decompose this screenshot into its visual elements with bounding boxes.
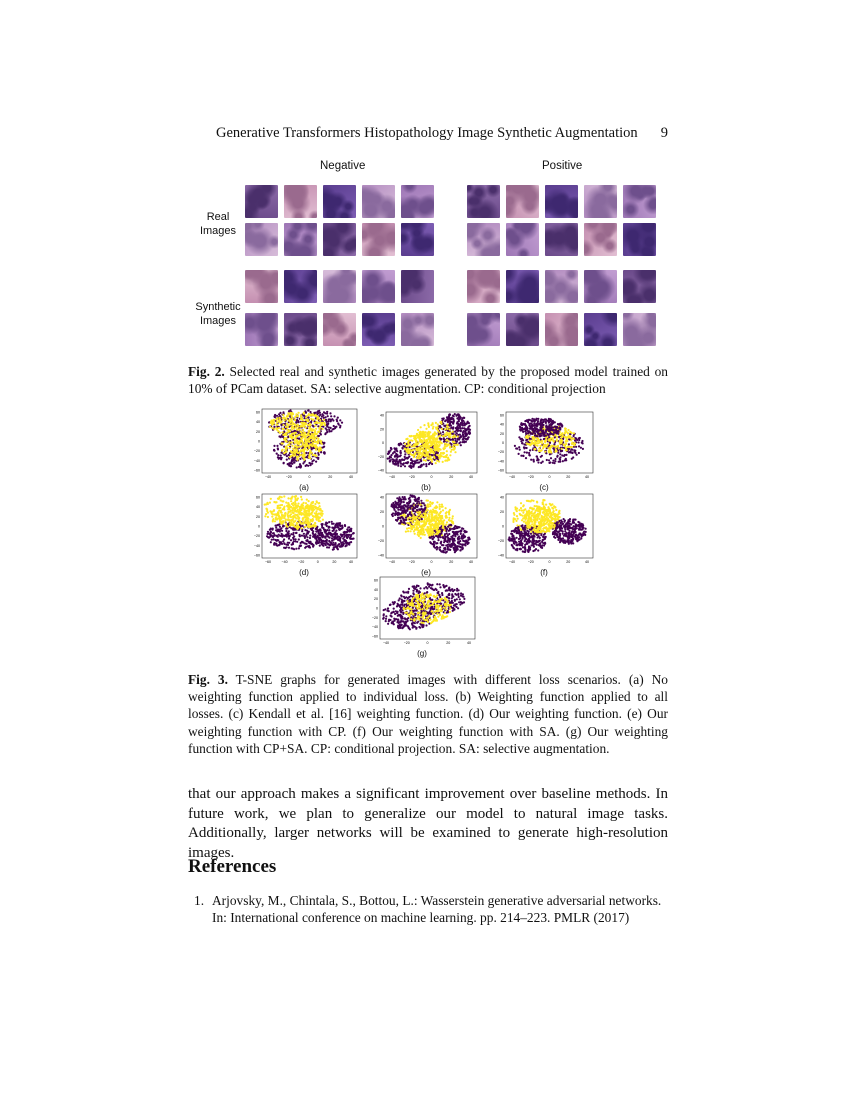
histology-image-tile [545,313,578,346]
x-tick-label: −20 [298,560,305,564]
y-tick-label: 0 [382,524,384,529]
x-tick-label: 40 [585,475,589,479]
tsne-scatter-plot [372,490,480,570]
histology-image-tile [362,313,395,346]
y-tick-label: 20 [380,510,384,514]
tsne-panel [372,490,480,580]
histology-image-tile [506,313,539,346]
panel-label: (g) [417,649,427,658]
histology-image-tile [284,223,317,256]
histology-image-tile [362,223,395,256]
y-tick-label: 40 [500,422,504,427]
y-tick-label: 20 [374,597,378,602]
y-tick-label: 20 [500,431,504,436]
y-tick-label: 40 [380,495,384,500]
histology-image-tile [623,313,656,346]
x-tick-label: 40 [349,560,353,564]
y-tick-label: 60 [256,410,260,415]
y-tick-label: 40 [500,495,504,500]
y-tick-label: −60 [371,634,378,639]
x-tick-label: −20 [408,560,415,564]
y-tick-label: 0 [382,441,384,445]
y-tick-label: −60 [253,468,260,473]
y-tick-label: −40 [253,543,260,548]
y-tick-label: 0 [258,524,260,529]
tsne-scatter-plot [492,408,596,485]
x-tick-label: 20 [449,475,454,479]
histology-image-tile [245,185,278,218]
tsne-scatter-plot [372,408,480,485]
y-tick-label: −60 [253,553,260,558]
y-tick-label: 60 [374,578,378,583]
x-tick-label: −40 [508,475,516,479]
histology-image-tile [362,270,395,303]
histology-image-tile [584,185,617,218]
x-tick-label: 40 [349,475,353,479]
histology-image-tile [584,313,617,346]
histology-image-tile [467,185,500,218]
histology-image-tile [467,270,500,303]
y-tick-label: −20 [253,449,260,454]
histology-image-tile [323,223,356,256]
panel-label: (d) [299,568,309,577]
body-paragraph: that our approach makes a significant improvement over baseline methods. In future work, we plan to generalize our model to natural image tasks. Additionally, larger networks will be examined to generate high-resolution images. [188,786,668,861]
row-label-synthetic: Synthetic Images [195,301,241,327]
page-number: 9 [660,125,668,141]
tsne-panel [248,405,360,495]
histology-image-tile [323,313,356,346]
y-tick-label: −40 [497,553,504,558]
histology-image-tile [467,223,500,256]
x-tick-label: 20 [449,560,454,564]
histology-image-tile [284,185,317,218]
x-tick-label: 40 [585,560,589,564]
figure-3-caption: Fig. 3. T-SNE graphs for generated images with different loss scenarios. (a) No weighting function applied to individual loss. (b) Weighting function applied to all losses. (c) Kendall et al. [16] weighting function. (d) Our weighting function. (e) Our weighting function with CP. (f) Our weighting function with SA. (g) Our weighting function with CP+SA. CP: conditional projection. SA: selective augmentation. [188,672,668,756]
y-tick-label: −20 [253,534,260,539]
histology-image-tile [284,270,317,303]
x-tick-label: 0 [308,475,311,479]
x-tick-label: 40 [467,641,471,645]
y-tick-label: −20 [371,615,378,620]
histology-image-tile [545,270,578,303]
x-tick-label: 40 [469,560,473,564]
x-tick-label: −40 [281,560,288,564]
panel-label: (a) [299,483,309,492]
x-tick-label: −40 [388,475,396,479]
y-tick-label: 60 [256,495,260,500]
x-tick-label: −60 [264,560,272,564]
y-tick-label: 0 [502,441,504,445]
references-heading: References [188,856,277,877]
x-tick-label: 20 [328,475,333,479]
histology-image-tile [401,313,434,346]
x-tick-label: −40 [382,641,390,645]
figure-2 [188,158,668,358]
y-tick-label: 0 [258,439,260,444]
x-tick-label: −40 [388,560,396,564]
x-tick-label: 0 [548,560,551,564]
y-tick-label: −40 [371,625,378,630]
x-tick-label: 20 [446,641,451,645]
histology-image-tile [245,313,278,346]
histology-image-tile [323,270,356,303]
histology-image-tile [506,223,539,256]
histology-image-tile [362,185,395,218]
y-tick-label: −20 [377,454,384,459]
tsne-panel [492,408,596,495]
histology-image-tile [623,270,656,303]
reference-text: Arjovsky, M., Chintala, S., Bottou, L.: Wasserstein generative adversarial networks. In: International conference on machine learning. pp. 214–223. PMLR (2017) [212,893,662,925]
histology-image-tile [545,223,578,256]
x-tick-label: −20 [285,475,292,479]
histology-image-tile [584,270,617,303]
x-tick-label: −20 [408,475,415,479]
y-tick-label: 60 [500,413,504,418]
x-tick-label: −20 [403,641,410,645]
x-tick-label: 20 [566,560,571,564]
histology-image-tile [506,270,539,303]
tsne-scatter-plot [248,490,360,570]
y-tick-label: 20 [380,427,384,432]
histology-image-tile [623,185,656,218]
y-tick-label: −20 [497,450,504,455]
tsne-panel [492,490,596,580]
x-tick-label: 0 [548,475,551,479]
y-tick-label: −40 [377,468,384,473]
x-tick-label: −20 [527,560,534,564]
y-tick-label: −60 [497,468,504,473]
histology-image-tile [623,223,656,256]
y-tick-label: 40 [380,413,384,418]
y-tick-label: 0 [376,606,378,611]
running-title: Generative Transformers Histopathology Image Synthetic Augmentation [216,125,638,141]
y-tick-label: 40 [256,505,260,510]
column-header-negative: Negative [320,160,366,172]
tsne-panel [372,408,480,495]
tsne-scatter-plot [366,573,478,651]
x-tick-label: −40 [508,560,516,564]
histology-image-tile [323,185,356,218]
x-tick-label: 0 [430,475,433,479]
histology-image-tile [467,313,500,346]
figure-3 [248,405,608,660]
x-tick-label: 20 [332,560,337,564]
histology-image-tile [506,185,539,218]
x-tick-label: 0 [316,560,319,564]
panel-label: (b) [421,483,431,492]
histology-image-tile [401,185,434,218]
histology-image-tile [401,270,434,303]
y-tick-label: 20 [256,429,260,434]
tsne-scatter-plot [492,490,596,570]
reference-number: 1. [194,893,205,908]
column-header-positive: Positive [542,160,583,172]
y-tick-label: 20 [500,510,504,514]
x-tick-label: −40 [264,475,272,479]
x-tick-label: 40 [469,475,473,479]
panel-label: (f) [540,568,548,577]
histology-image-tile [545,185,578,218]
row-label-real: Real Images [199,211,237,237]
histology-image-tile [245,270,278,303]
x-tick-label: 20 [566,475,571,479]
y-tick-label: −20 [497,539,504,543]
tsne-scatter-plot [248,405,360,485]
x-tick-label: 0 [426,641,429,645]
x-tick-label: −20 [527,475,534,479]
y-tick-label: 40 [256,420,260,425]
histology-image-tile [245,223,278,256]
histology-image-tile [401,223,434,256]
y-tick-label: −40 [377,553,384,558]
x-tick-label: 0 [430,560,433,564]
panel-label: (e) [421,568,431,577]
tsne-panel [366,573,478,661]
figure-2-caption: Fig. 2. Selected real and synthetic images generated by the proposed model trained on 10% of PCam dataset. SA: selective augmentation. CP: conditional projection [188,364,668,397]
y-tick-label: −40 [253,458,260,463]
tsne-panel [248,490,360,580]
panel-label: (c) [539,483,549,492]
y-tick-label: −40 [497,459,504,464]
y-tick-label: 40 [374,587,378,592]
y-tick-label: −20 [377,539,384,543]
y-tick-label: 0 [502,524,504,529]
y-tick-label: 20 [256,514,260,519]
histology-image-tile [584,223,617,256]
histology-image-tile [284,313,317,346]
